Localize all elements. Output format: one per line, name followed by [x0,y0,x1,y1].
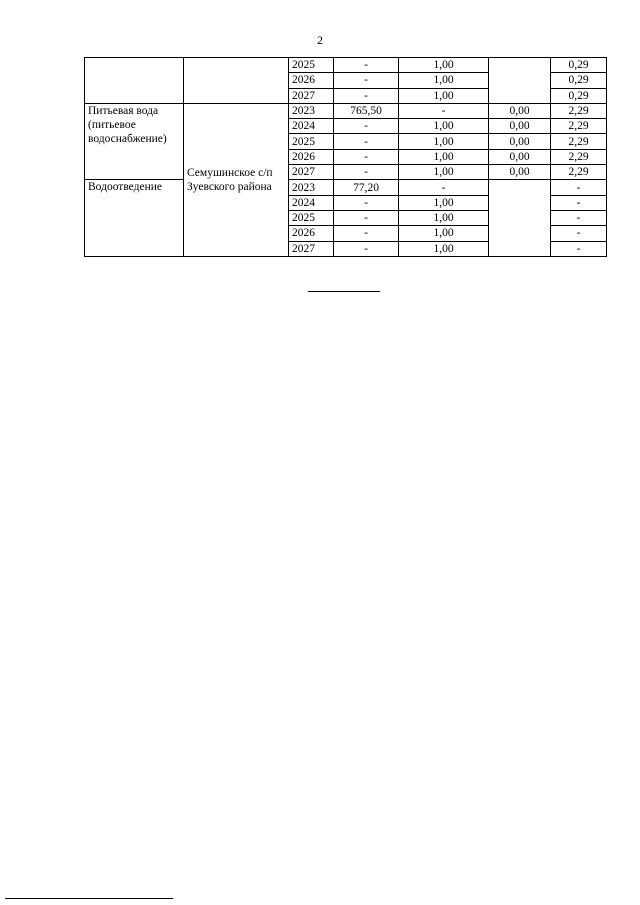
value-cell: - [334,210,399,225]
table-row [85,58,607,73]
value-cell: 0,29 [551,88,607,103]
year-cell: 2024 [289,195,334,210]
page-number: 2 [317,33,323,47]
value-cell: 1,00 [399,149,489,164]
value-cell: 0,00 [489,165,551,180]
value-cell: - [334,134,399,149]
year-cell: 2027 [289,241,334,256]
value-cell: 1,00 [399,58,489,73]
value-cell: - [334,165,399,180]
service-cell: Водоотведение [85,180,184,256]
value-cell: 2,29 [551,119,607,134]
value-cell: - [334,119,399,134]
year-cell: 2026 [289,226,334,241]
value-cell: 77,20 [334,180,399,195]
value-cell: - [334,226,399,241]
value-cell: 1,00 [399,119,489,134]
table-row [85,180,607,195]
closing-divider [308,291,380,292]
table-row [85,103,607,118]
value-cell-merged [489,180,551,256]
value-cell: 765,50 [334,103,399,118]
value-cell: - [334,241,399,256]
value-cell: 2,29 [551,165,607,180]
value-cell: 1,00 [399,134,489,149]
value-cell: - [334,149,399,164]
value-cell-merged [489,58,551,104]
municipality-cell-empty [184,58,289,104]
value-cell: - [334,195,399,210]
service-cell [85,58,184,104]
year-cell: 2024 [289,119,334,134]
year-cell: 2026 [289,149,334,164]
value-cell: 2,29 [551,149,607,164]
value-cell: - [334,58,399,73]
value-cell: 0,00 [489,149,551,164]
value-cell: - [551,180,607,195]
year-cell: 2023 [289,103,334,118]
value-cell: 2,29 [551,103,607,118]
value-cell: - [551,241,607,256]
year-cell: 2025 [289,210,334,225]
value-cell: 1,00 [399,226,489,241]
year-cell: 2023 [289,180,334,195]
municipality-cell: Семушинское с/п Зуевского района [184,103,289,256]
value-cell: - [399,180,489,195]
value-cell: 0,29 [551,58,607,73]
year-cell: 2025 [289,58,334,73]
year-cell: 2025 [289,134,334,149]
value-cell: - [551,195,607,210]
value-cell: - [551,210,607,225]
year-cell: 2027 [289,165,334,180]
value-cell: 1,00 [399,88,489,103]
value-cell: 1,00 [399,195,489,210]
year-cell: 2027 [289,88,334,103]
value-cell: 1,00 [399,210,489,225]
value-cell: 0,00 [489,119,551,134]
year-cell: 2026 [289,73,334,88]
tariff-table [84,57,607,257]
value-cell: 1,00 [399,73,489,88]
footer-rule [5,898,173,899]
value-cell: 1,00 [399,241,489,256]
value-cell: - [334,73,399,88]
value-cell: 0,29 [551,73,607,88]
value-cell: 0,00 [489,134,551,149]
value-cell: - [551,226,607,241]
value-cell: 1,00 [399,165,489,180]
value-cell: - [334,88,399,103]
value-cell: - [399,103,489,118]
value-cell: 2,29 [551,134,607,149]
service-cell: Питьевая вода (питьевое водоснабжение) [85,103,184,179]
value-cell: 0,00 [489,103,551,118]
